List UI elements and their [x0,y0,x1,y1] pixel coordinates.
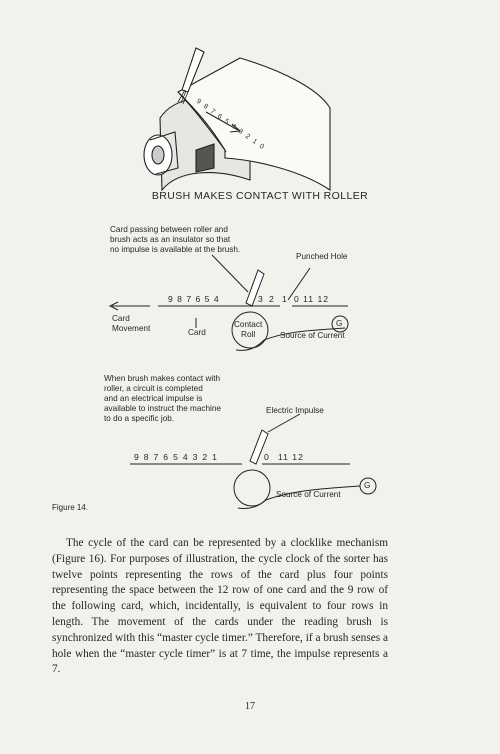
source-of-current-label: Source of Current [280,331,345,340]
roller-card-digit: 3 [236,127,245,136]
roller-card-digit: 6 [215,112,224,121]
diagram-1-digit-1: 1 [282,294,287,304]
roller-illustration [144,48,330,190]
roller-card-digit: 0 [257,142,266,151]
diagram-1-note: Card passing between roller and brush acts as an insulator so that no impulse is available at the brush. [110,225,241,254]
roller-card-digit: 5 [222,117,231,126]
body-paragraph: The cycle of the card can be represented by a clocklike mechanism (Figure 16). For purposes of illustration, the cycle clock of the sorter has twelve points representing the rows of the card plus four points representing the space between the 12 row of one card and the 9 row of the following card, which, incidentally, is equivalent to four rows in length. The movement of the cards under the reading brush is synchronized with this “master cycle timer.” Therefore, if a brush senses a hole when the “master cycle timer” is at 7 time, the impulse represents a 7. [52,537,388,676]
punched-hole-label: Punched Hole [296,252,348,261]
source-of-current-label: Source of Current [276,490,341,499]
diagram-2-digits-right: 11 12 [278,452,304,462]
roller-card-digit: 9 [194,97,203,106]
generator-symbol: G [364,481,371,490]
electric-impulse-label: Electric Impulse [266,406,324,415]
diagram-1-digit-2: 2 [269,294,274,304]
card-label: Card [188,328,206,337]
diagram-1-digits-right: 0 11 12 [294,294,330,304]
contact-roll-label: Contact Roll [234,320,263,339]
roller-card-digit: 2 [243,132,252,141]
roller-card-digit: 7 [208,107,217,116]
diagram-1-digit-3: 3 [258,294,263,304]
diagram-2-digit-0: 0 [264,452,269,462]
diagram-2-digits-left: 9 8 7 6 5 4 3 2 1 [134,452,219,462]
figure-number: Figure 14. [52,503,89,512]
card-movement-label: Card Movement [112,314,151,333]
figure-caption: BRUSH MAKES CONTACT WITH ROLLER [151,190,369,202]
diagram-2-note: When brush makes contact with roller, a circuit is completed and an electrical impulse is available to instruct the machine to do a specific job. [104,374,221,423]
generator-symbol: G [336,319,343,328]
page-number: 17 [245,701,255,712]
diagram-1-digits-left: 9 8 7 6 5 4 [168,294,220,304]
roller-card-digit: 4 [229,122,238,131]
roller-card-digit: 1 [250,137,259,146]
roller-card-digit: 8 [201,102,210,111]
